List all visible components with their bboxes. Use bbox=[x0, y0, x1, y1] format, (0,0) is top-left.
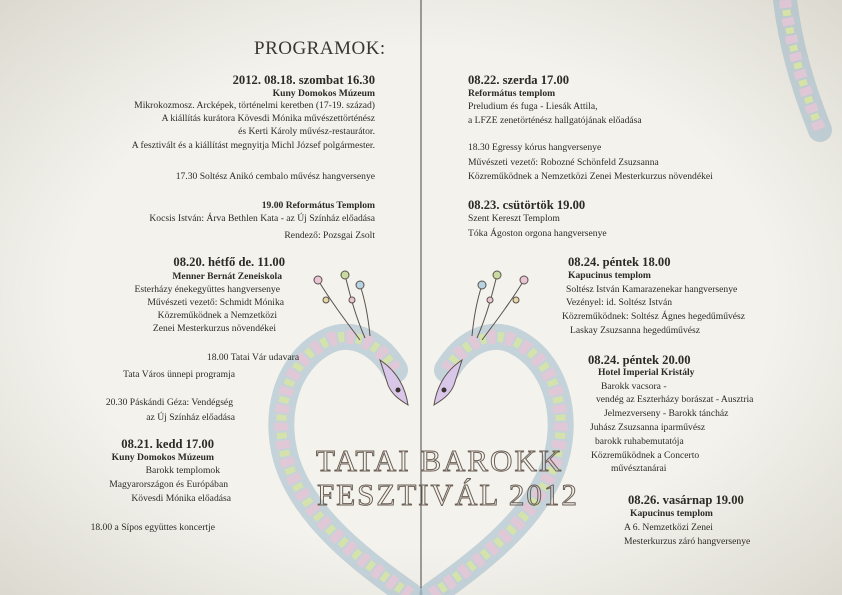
event-detail-right-19: vendég az Eszterházy borászat - Ausztria bbox=[596, 394, 754, 405]
event-detail-left-14: Közreműködnek a Nemzetközi bbox=[157, 310, 277, 321]
event-detail-right-27: A 6. Nemzetközi Zenei bbox=[624, 522, 713, 533]
event-detail-left-4: és Kerti Károly művész-restaurátor. bbox=[238, 126, 375, 137]
event-detail-right-13: Vezényel: id. Soltész István bbox=[566, 297, 673, 308]
event-detail-right-9: Tóka Ágoston orgona hangversenye bbox=[468, 228, 607, 239]
event-venue-right-11: Kapucinus templom bbox=[568, 270, 651, 281]
event-datetime-right-10: 08.24. péntek 18.00 bbox=[568, 255, 671, 269]
event-detail-left-3: A kiállítás kurátora Kövesdi Mónika művészettörténész bbox=[161, 113, 375, 124]
event-detail-left-12: Esterházy énekegyüttes hangversenye bbox=[134, 284, 280, 295]
event-detail-right-23: Közreműködnek a Concerto bbox=[591, 450, 700, 461]
event-detail-left-15: Zenei Mesterkurzus növendékei bbox=[152, 323, 276, 334]
event-detail-left-17: Tata Város ünnepi programja bbox=[123, 369, 235, 380]
event-datetime-right-0: 08.22. szerda 17.00 bbox=[468, 73, 570, 87]
event-detail-left-6: 17.30 Soltész Anikó cembalo művész hangversenye bbox=[175, 171, 375, 182]
event-detail-left-13: Művészeti vezető: Schmidt Mónika bbox=[147, 297, 284, 308]
event-datetime-left-10: 08.20. hétfő de. 11.00 bbox=[173, 255, 285, 269]
event-detail-left-18: 20.30 Páskándi Géza: Vendégség bbox=[105, 397, 233, 408]
event-datetime-right-7: 08.23. csütörtök 19.00 bbox=[468, 198, 586, 212]
event-detail-left-9: Rendező: Pozsgai Zsolt bbox=[284, 230, 375, 241]
program-heading: PROGRAMOK: bbox=[254, 38, 386, 59]
event-detail-right-22: barokk ruhabemutatója bbox=[595, 436, 684, 447]
event-detail-right-21: Juhász Zsuzsanna iparművész bbox=[590, 422, 706, 433]
event-detail-left-8: Kocsis István: Árva Bethlen Kata - az Új Színház előadása bbox=[149, 213, 375, 224]
event-detail-left-22: Barokk templomok bbox=[145, 465, 220, 476]
event-venue-right-26: Kapucinus templom bbox=[630, 508, 713, 519]
event-detail-right-18: Barokk vacsora - bbox=[601, 381, 667, 392]
event-detail-right-15: Laskay Zsuzsanna hegedűművész bbox=[570, 325, 701, 336]
event-venue-right-1: Református templom bbox=[468, 88, 556, 99]
event-detail-right-28: Mesterkurzus záró hangversenye bbox=[624, 536, 751, 547]
festival-title-line2: FESZTIVÁL 2012 bbox=[317, 477, 579, 512]
event-detail-right-24: művésztanárai bbox=[611, 463, 667, 474]
event-datetime-right-16: 08.24. péntek 20.00 bbox=[588, 353, 691, 367]
event-detail-right-2: Preludium és fuga - Liesák Attila, bbox=[468, 101, 598, 112]
event-venue-left-11: Menner Bernát Zeneiskola bbox=[172, 271, 282, 282]
event-detail-left-5: A fesztivált és a kiállítást megnyitja Michl József polgármester. bbox=[131, 140, 375, 151]
event-datetime-left-0: 2012. 08.18. szombat 16.30 bbox=[232, 73, 375, 87]
event-venue-left-1: Kuny Domokos Múzeum bbox=[272, 88, 375, 99]
event-detail-right-3: a LFZE zenetörténész hallgatójának előadása bbox=[468, 115, 642, 126]
event-detail-right-5: Művészeti vezető: Robozné Schönfeld Zsuzsanna bbox=[468, 157, 659, 168]
festival-title-line1: TATAI BAROKK bbox=[316, 443, 564, 478]
event-detail-right-8: Szent Kereszt Templom bbox=[468, 213, 560, 224]
event-venue-right-17: Hotel Imperial Kristály bbox=[598, 367, 695, 378]
event-detail-left-25: 18.00 a Sípos együttes koncertje bbox=[90, 522, 215, 533]
event-detail-left-2: Mikrokozmosz. Arcképek, történelmi keretben (17-19. század) bbox=[134, 100, 375, 111]
event-datetime-left-20: 08.21. kedd 17.00 bbox=[121, 437, 214, 451]
event-detail-left-24: Kövesdi Mónika előadása bbox=[131, 493, 231, 504]
event-venue-left-21: Kuny Domokos Múzeum bbox=[111, 452, 214, 463]
event-detail-left-16: 18.00 Tatai Vár udavara bbox=[206, 352, 300, 363]
event-detail-right-20: Jelmezverseny - Barokk táncház bbox=[604, 408, 729, 419]
event-detail-left-23: Magyarországon és Európában bbox=[109, 479, 228, 490]
event-detail-right-6: Közreműködnek a Nemzetközi Zenei Mesterkurzus növendékei bbox=[468, 171, 713, 182]
event-venue-left-7: 19.00 Református Templom bbox=[261, 200, 375, 211]
event-detail-right-12: Soltész István Kamarazenekar hangversenye bbox=[566, 284, 738, 295]
event-detail-right-14: Közreműködnek: Soltész Ágnes hegedűművész bbox=[562, 311, 746, 322]
event-detail-right-4: 18.30 Egressy kórus hangversenye bbox=[468, 142, 602, 153]
event-datetime-right-25: 08.26. vasárnap 19.00 bbox=[628, 493, 744, 507]
event-detail-left-19: az Új Színház előadása bbox=[146, 412, 235, 423]
